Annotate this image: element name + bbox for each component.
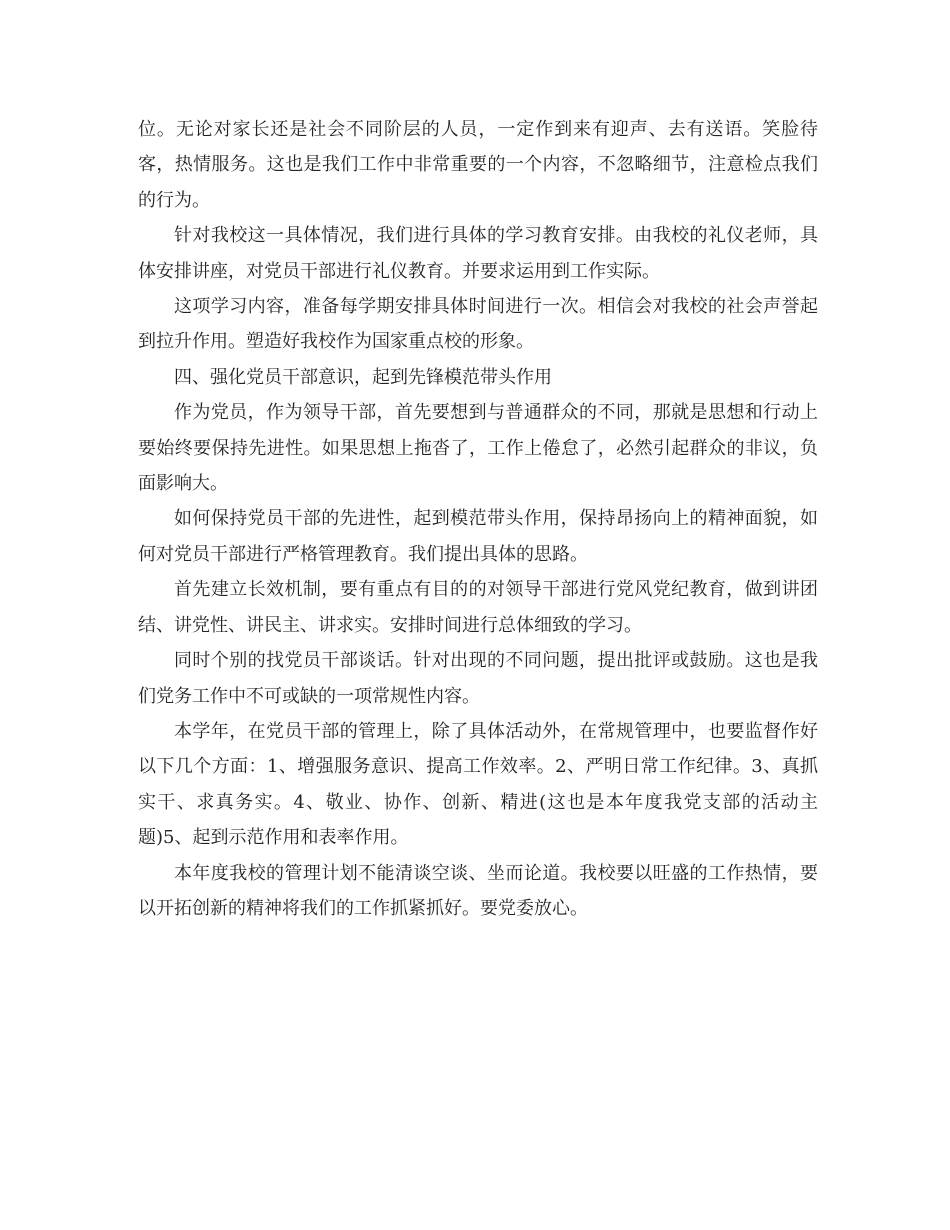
document-body — [138, 112, 818, 926]
section-heading-4: 四、强化党员干部意识，起到先锋模范带头作用 — [174, 366, 552, 388]
paragraph-semester-study: 这项学习内容，准备每学期安排具体时间进行一次。相信会对我校的社会声誉起到拉升作用。塑造好我校作为国家重点校的形象。 — [138, 296, 818, 353]
paragraph-party-member-role: 作为党员，作为领导干部，首先要想到与普通群众的不同，那就是思想和行动上要始终要保持先进性。如果思想上拖沓了，工作上倦怠了，必然引起群众的非议，负面影响大。 — [138, 402, 818, 495]
paragraph-individual-talks: 同时个别的找党员干部谈话。针对出现的不同问题，提出批评或鼓励。这也是我们党务工作中不可或缺的一项常规性内容。 — [138, 650, 818, 707]
paragraph-maintain-advancement: 如何保持党员干部的先进性，起到模范带头作用，保持昂扬向上的精神面貌，如何对党员干部进行严格管理教育。我们提出具体的思路。 — [138, 508, 818, 565]
paragraph-etiquette-arrangement: 针对我校这一具体情况，我们进行具体的学习教育安排。由我校的礼仪老师，具体安排讲座，对党员干部进行礼仪教育。并要求运用到工作实际。 — [138, 225, 818, 282]
paragraph-continuation: 位。无论对家长还是社会不同阶层的人员，一定作到来有迎声、去有送语。笑脸待客，热情服务。这也是我们工作中非常重要的一个内容，不忽略细节，注意检点我们的行为。 — [138, 119, 818, 211]
paragraph-long-term-mechanism: 首先建立长效机制，要有重点有目的的对领导干部进行党风党纪教育，做到讲团结、讲党性、讲民主、讲求实。安排时间进行总体细致的学习。 — [138, 579, 818, 636]
paragraph-school-year-management: 本学年，在党员干部的管理上，除了具体活动外，在常规管理中，也要监督作好以下几个方面：1、增强服务意识、提高工作效率。2、严明日常工作纪律。3、真抓实干、求真务实。4、敬业、协作、创新、精进(这也是本年度我党支部的活动主题)5、起到示范作用和表率作用。 — [138, 720, 818, 849]
paragraph-annual-plan: 本年度我校的管理计划不能清谈空谈、坐而论道。我校要以旺盛的工作热情，要以开拓创新的精神将我们的工作抓紧抓好。要党委放心。 — [138, 862, 818, 919]
